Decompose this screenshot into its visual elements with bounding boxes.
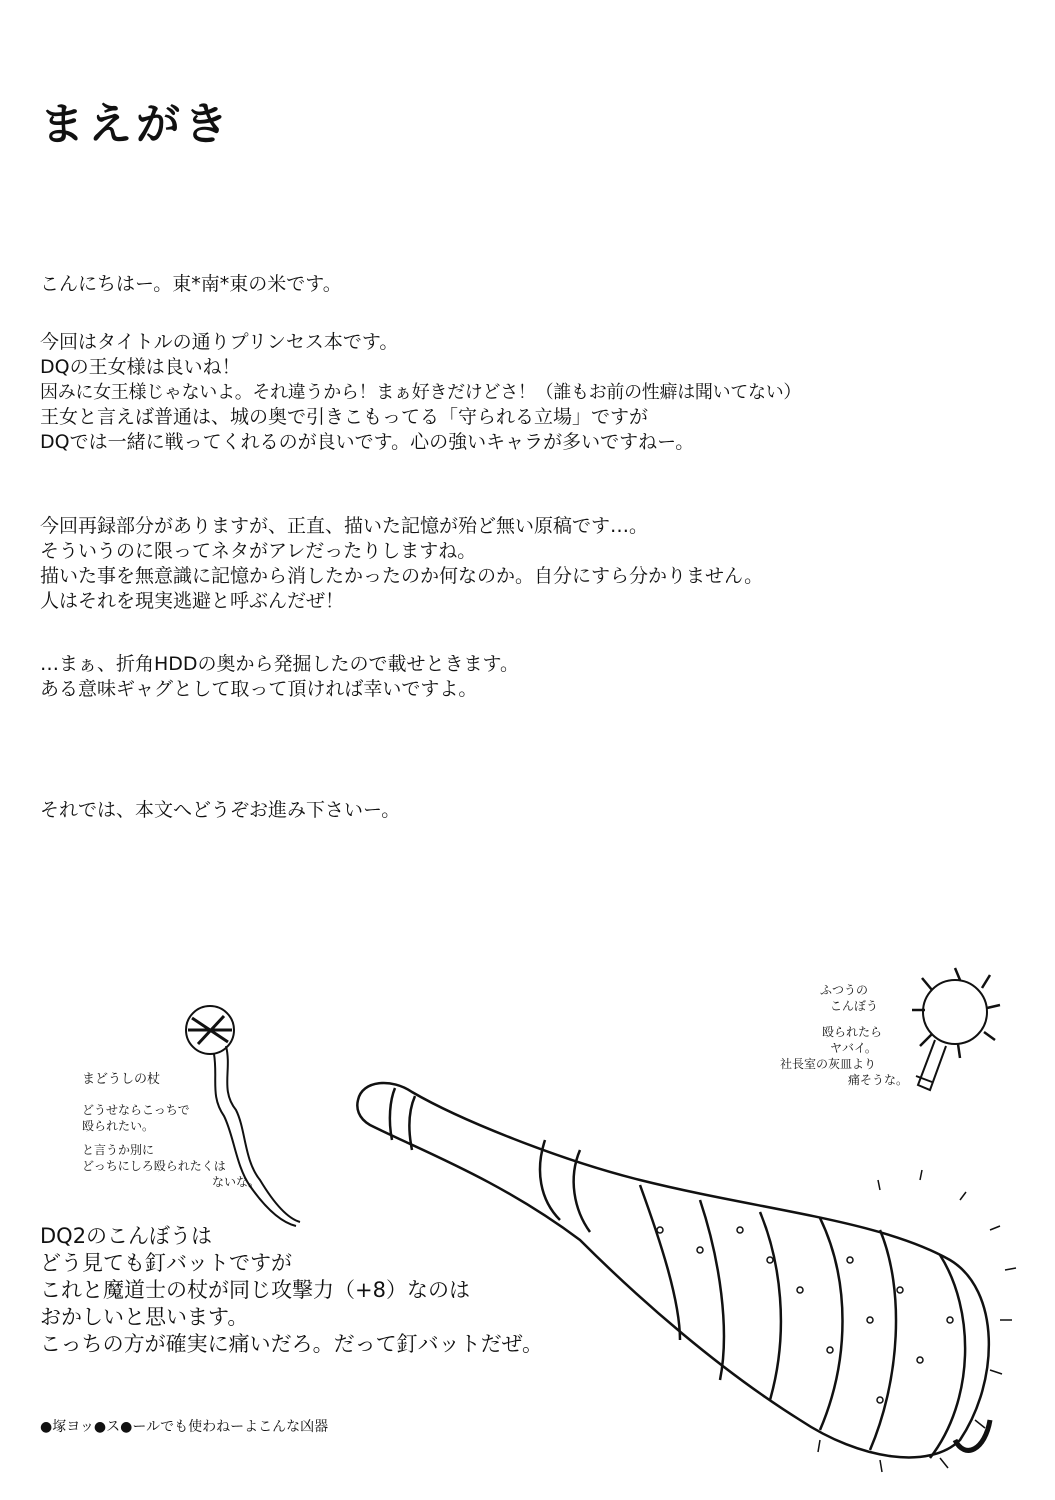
text-line: 人はそれを現実逃避と呼ぶんだぜ！: [40, 590, 345, 612]
text-line: DQの王女様は良いね！: [40, 356, 241, 378]
staff-note-line: どうせならこっちで: [82, 1103, 190, 1117]
mace-note-line: 殴られたら: [822, 1025, 883, 1039]
text-line: 今回再録部分がありますが、正直、描いた記憶が殆ど無い原稿です…。: [40, 515, 649, 537]
text-line: …まぁ、折角HDDの奥から発掘したので載せときます。: [40, 653, 520, 675]
mace-note-line: 痛そうな。: [848, 1073, 909, 1087]
mace-note: [780, 982, 909, 1088]
text-line: そういうのに限ってネタがアレだったりしますね。: [40, 540, 477, 562]
text-line: 描いた事を無意識に記憶から消したかったのか何なのか。自分にすら分かりません。: [40, 565, 764, 587]
club-text: [40, 1223, 543, 1358]
text-line: DQでは一緒に戦ってくれるのが良いです。心の強いキャラが多いですねー。: [40, 431, 695, 453]
staff-note: [82, 1072, 260, 1190]
staff-note-line: と言うか別に: [82, 1143, 155, 1157]
text-line: 今回はタイトルの通りプリンセス本です。: [40, 331, 399, 353]
club-text-line: おかしいと思います。: [40, 1305, 249, 1329]
staff-note-line: どっちにしろ殴られたくは: [82, 1159, 226, 1173]
mace-note-line: ヤバイ。: [830, 1041, 877, 1055]
page-title: まえがき: [40, 99, 232, 150]
staff-note-line: 殴られたい。: [82, 1119, 155, 1133]
text-line: 王女と言えば普通は、城の奥で引きこもってる「守られる立場」ですが: [40, 406, 649, 428]
closing-line: それでは、本文へどうぞお進み下さいー。: [40, 799, 401, 821]
staff-note-title: まどうしの杖: [82, 1072, 161, 1087]
staff-note-line: ないな。: [212, 1175, 261, 1189]
club-text-line: DQ2のこんぼうは: [40, 1224, 213, 1248]
mace-note-line: 社長室の灰皿より: [780, 1057, 877, 1071]
club-text-line: こっちの方が確実に痛いだろ。だって釘バットだぜ。: [40, 1332, 543, 1356]
text-line: ある意味ギャグとして取って頂ければ幸いですよ。: [40, 678, 478, 700]
text-line: 因みに女王様じゃないよ。それ違うから！まぁ好きだけどさ！（誰もお前の性癖は聞いてない）: [40, 382, 802, 403]
mace-note-line: こんぼう: [830, 999, 879, 1013]
footnote: ●塚ヨッ●ス●ールでも使わねーよこんな凶器: [40, 1419, 329, 1435]
mace-illustration: [912, 968, 1000, 1090]
club-text-line: これと魔道士の杖が同じ攻撃力（+8）なのは: [40, 1278, 470, 1302]
greeting-line: こんにちはー。東*南*東の米です。: [40, 273, 342, 295]
mace-note-line: ふつうの: [820, 983, 869, 997]
club-text-line: どう見ても釘バットですが: [40, 1251, 292, 1275]
